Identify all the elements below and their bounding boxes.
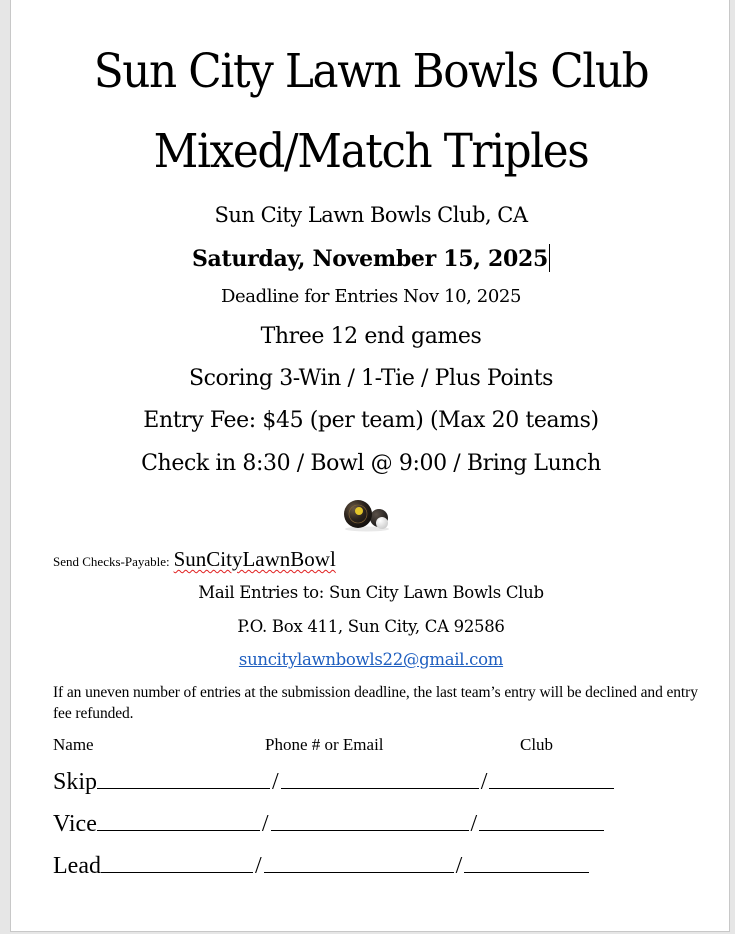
club-blank[interactable] (464, 852, 589, 873)
checks-label: Send Checks-Payable: (53, 554, 170, 569)
po-box-text: P.O. Box 411, Sun City, CA 92586 (237, 617, 505, 636)
mail-entries-text: Mail Entries to: Sun City Lawn Bowls Club (198, 583, 544, 602)
event-date-text: Saturday, November 15, 2025 (191, 246, 549, 272)
location-text: Sun City Lawn Bowls Club, CA (214, 203, 528, 227)
scoring-text: Scoring 3-Win / 1-Tie / Plus Points (188, 366, 554, 391)
header-club: Club (520, 735, 554, 754)
row-label: Vice (53, 811, 97, 837)
games-text: Three 12 end games (260, 324, 482, 349)
checks-payee: SunCityLawnBowl (173, 547, 336, 571)
deadline-text: Deadline for Entries Nov 10, 2025 (220, 286, 522, 307)
contact-blank[interactable] (271, 810, 469, 831)
row-label: Skip (53, 769, 98, 795)
form-row-skip (53, 768, 614, 796)
header-contact: Phone # or Email (265, 735, 384, 754)
separator: / (254, 853, 262, 879)
contact-blank[interactable] (264, 852, 454, 873)
separator: / (261, 811, 269, 837)
entry-fee-text: Entry Fee: $45 (per team) (Max 20 teams) (143, 408, 599, 433)
separator: / (480, 769, 488, 795)
club-blank[interactable] (489, 768, 614, 789)
title-line-1: Sun City Lawn Bowls Club (93, 44, 649, 99)
event-date (11, 244, 731, 272)
checks-payable-line (53, 547, 336, 572)
email-line (11, 650, 731, 669)
club-blank[interactable] (479, 810, 604, 831)
header-name: Name (53, 735, 94, 754)
lawn-bowls-balls-icon (342, 498, 392, 532)
name-blank[interactable] (97, 810, 260, 831)
contact-blank[interactable] (281, 768, 479, 789)
uneven-entries-notice: If an uneven number of entries at the submission deadline, the last team’s entry will be declined and entry fee refunded. (53, 684, 698, 722)
name-blank[interactable] (97, 768, 270, 789)
row-label: Lead (53, 853, 101, 879)
email-link[interactable]: suncitylawnbowls22@gmail.com (238, 650, 504, 669)
separator: / (272, 769, 279, 795)
name-blank[interactable] (101, 852, 253, 873)
title-line-2: Mixed/Match Triples (153, 124, 589, 179)
schedule-text: Check in 8:30 / Bowl @ 9:00 / Bring Lunch (141, 451, 601, 476)
document-page[interactable] (10, 0, 730, 932)
form-row-lead (53, 852, 589, 880)
separator: / (470, 811, 478, 837)
separator: / (455, 853, 463, 879)
form-row-vice (53, 810, 604, 838)
text-cursor (549, 244, 550, 272)
